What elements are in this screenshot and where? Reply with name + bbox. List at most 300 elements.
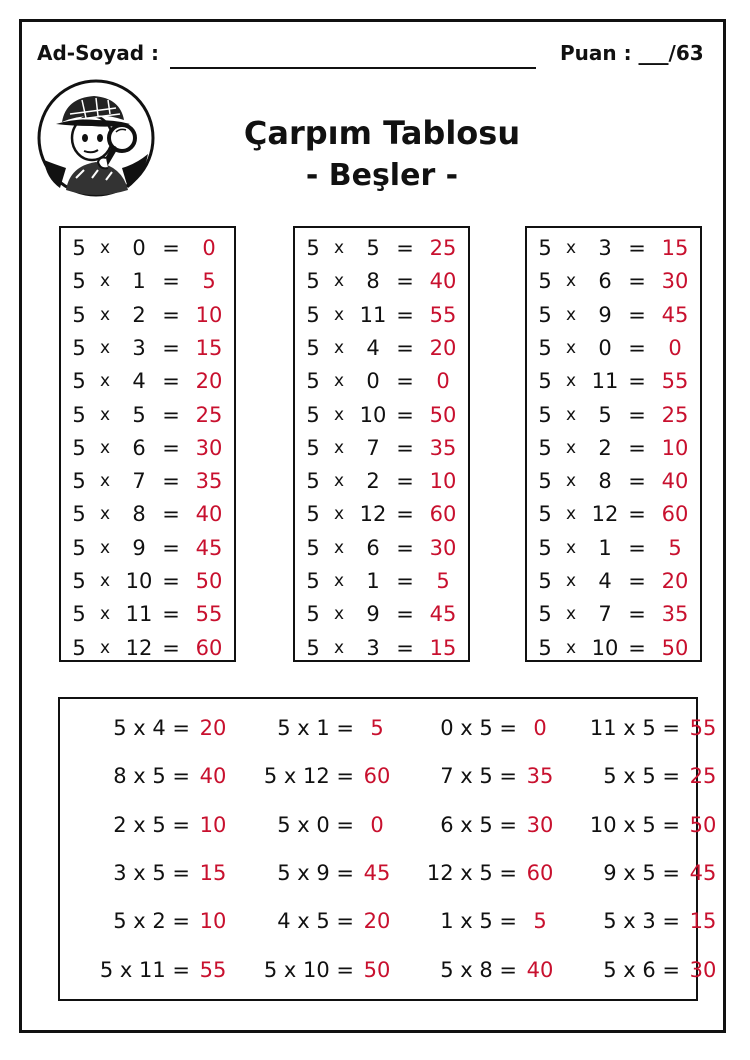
table-row — [295, 266, 468, 296]
practice-item — [377, 906, 565, 936]
practice-item — [50, 858, 238, 888]
times-table-3 — [525, 226, 702, 662]
times-sign: x — [333, 471, 345, 492]
practice-item — [377, 858, 565, 888]
factor-a: 5 — [538, 535, 552, 560]
practice-result[interactable]: 10 — [199, 812, 227, 837]
factor-b: 8 — [598, 469, 612, 494]
practice-equation: 8 x 5 = — [113, 764, 190, 789]
times-sign: x — [565, 504, 577, 525]
equals-sign: = — [396, 535, 414, 560]
detective-boy-logo — [36, 78, 156, 198]
result-value[interactable]: 15 — [661, 236, 689, 260]
table-row — [61, 333, 234, 363]
result-value[interactable]: 60 — [195, 635, 223, 660]
practice-item — [50, 810, 238, 840]
factor-b: 2 — [598, 435, 612, 460]
page-subtitle: - Beşler - — [305, 158, 459, 193]
practice-equation: 5 x 3 = — [603, 909, 680, 934]
table-row — [61, 433, 234, 463]
factor-b: 2 — [132, 302, 146, 327]
times-sign: x — [99, 337, 111, 358]
practice-result[interactable]: 50 — [689, 812, 717, 837]
practice-item — [540, 761, 728, 791]
times-sign: x — [99, 471, 111, 492]
factor-b: 12 — [359, 502, 387, 527]
factor-b: 6 — [132, 435, 146, 460]
factor-a: 5 — [72, 635, 86, 660]
factor-b: 2 — [366, 469, 380, 494]
practice-item — [540, 713, 728, 743]
practice-item — [214, 858, 402, 888]
factor-a: 5 — [306, 302, 320, 327]
equals-sign: = — [396, 435, 414, 460]
result-value[interactable]: 55 — [429, 302, 457, 327]
practice-box — [58, 697, 717, 1001]
times-sign: x — [565, 404, 577, 425]
equals-sign: = — [396, 335, 414, 360]
practice-equation: 5 x 1 = — [277, 716, 354, 740]
table-row — [295, 300, 468, 330]
times-sign: x — [565, 471, 577, 492]
table-row — [61, 633, 234, 663]
table-row — [295, 466, 468, 496]
equals-sign: = — [628, 635, 646, 660]
practice-equation: 5 x 12 = — [263, 764, 354, 789]
factor-b: 11 — [591, 369, 619, 394]
practice-result[interactable]: 15 — [199, 860, 227, 885]
result-value[interactable]: 40 — [429, 269, 457, 294]
factor-b: 3 — [598, 236, 612, 260]
equals-sign: = — [628, 369, 646, 394]
times-sign: x — [333, 604, 345, 625]
practice-item — [214, 906, 402, 936]
equals-sign: = — [396, 269, 414, 294]
practice-result[interactable]: 45 — [689, 860, 717, 885]
table-row — [295, 533, 468, 563]
practice-equation: 5 x 6 = — [603, 957, 680, 982]
result-value[interactable]: 45 — [429, 602, 457, 627]
result-value[interactable]: 10 — [661, 435, 689, 460]
result-value[interactable]: 0 — [436, 369, 450, 394]
times-sign: x — [333, 637, 345, 658]
times-sign: x — [99, 371, 111, 392]
table-row — [527, 633, 700, 663]
factor-a: 5 — [538, 402, 552, 427]
factor-b: 5 — [366, 236, 380, 260]
result-value[interactable]: 60 — [429, 502, 457, 527]
practice-result[interactable]: 35 — [526, 764, 554, 789]
table-row — [527, 333, 700, 363]
times-sign: x — [565, 604, 577, 625]
factor-a: 5 — [72, 335, 86, 360]
factor-b: 4 — [132, 369, 146, 394]
times-sign: x — [333, 271, 345, 292]
factor-b: 11 — [359, 302, 387, 327]
practice-equation: 6 x 5 = — [440, 812, 517, 837]
factor-a: 5 — [538, 335, 552, 360]
score-label: Puan : ___/63 — [560, 41, 704, 65]
factor-b: 6 — [366, 535, 380, 560]
times-sign: x — [333, 537, 345, 558]
practice-result[interactable]: 15 — [689, 909, 717, 934]
page-title: Çarpım Tablosu — [243, 114, 521, 152]
name-field[interactable] — [170, 67, 536, 69]
factor-b: 6 — [598, 269, 612, 294]
factor-a: 5 — [306, 435, 320, 460]
factor-b: 0 — [598, 335, 612, 360]
equals-sign: = — [628, 402, 646, 427]
factor-b: 5 — [598, 402, 612, 427]
result-value[interactable]: 40 — [661, 469, 689, 494]
practice-item — [214, 713, 402, 743]
factor-a: 5 — [306, 535, 320, 560]
result-value[interactable]: 5 — [202, 269, 216, 294]
table-row — [61, 566, 234, 596]
practice-result[interactable]: 0 — [533, 716, 547, 740]
table-row — [527, 499, 700, 529]
practice-result[interactable]: 55 — [199, 957, 227, 982]
practice-item — [540, 955, 728, 985]
practice-item — [214, 761, 402, 791]
times-sign: x — [99, 437, 111, 458]
practice-equation: 5 x 10 = — [263, 957, 354, 982]
practice-item — [377, 761, 565, 791]
equals-sign: = — [396, 602, 414, 627]
practice-result[interactable]: 40 — [199, 764, 227, 789]
result-value[interactable]: 55 — [661, 369, 689, 394]
practice-result[interactable]: 55 — [689, 716, 717, 740]
equals-sign: = — [162, 602, 180, 627]
equals-sign: = — [162, 302, 180, 327]
equals-sign: = — [162, 335, 180, 360]
equals-sign: = — [628, 335, 646, 360]
factor-a: 5 — [538, 602, 552, 627]
table-row — [527, 400, 700, 430]
practice-item — [50, 955, 238, 985]
times-sign: x — [99, 637, 111, 658]
factor-a: 5 — [72, 269, 86, 294]
result-value[interactable]: 60 — [661, 502, 689, 527]
equals-sign: = — [162, 502, 180, 527]
times-sign: x — [99, 304, 111, 325]
result-value[interactable]: 20 — [429, 335, 457, 360]
practice-equation: 5 x 5 = — [603, 764, 680, 789]
table-row — [295, 633, 468, 663]
times-sign: x — [565, 337, 577, 358]
practice-equation: 5 x 2 = — [113, 909, 190, 934]
practice-result[interactable]: 20 — [199, 716, 227, 740]
equals-sign: = — [628, 535, 646, 560]
table-row — [61, 400, 234, 430]
factor-a: 5 — [306, 402, 320, 427]
practice-result[interactable]: 60 — [363, 764, 391, 789]
practice-item — [50, 713, 238, 743]
factor-a: 5 — [72, 502, 86, 527]
factor-b: 9 — [366, 602, 380, 627]
equals-sign: = — [396, 302, 414, 327]
practice-equation: 3 x 5 = — [113, 860, 190, 885]
factor-b: 0 — [132, 236, 146, 260]
practice-item — [50, 906, 238, 936]
result-value[interactable]: 25 — [195, 402, 223, 427]
factor-a: 5 — [538, 569, 552, 593]
result-value[interactable]: 35 — [195, 469, 223, 494]
practice-equation: 5 x 9 = — [277, 860, 354, 885]
result-value[interactable]: 20 — [661, 569, 689, 593]
factor-b: 9 — [598, 302, 612, 327]
factor-a: 5 — [72, 569, 86, 593]
table-row — [527, 466, 700, 496]
factor-b: 3 — [366, 635, 380, 660]
equals-sign: = — [628, 302, 646, 327]
equals-sign: = — [628, 236, 646, 260]
factor-b: 8 — [132, 502, 146, 527]
practice-item — [540, 906, 728, 936]
times-sign: x — [99, 537, 111, 558]
result-value[interactable]: 25 — [661, 402, 689, 427]
table-row — [295, 400, 468, 430]
factor-a: 5 — [538, 435, 552, 460]
practice-equation: 0 x 5 = — [440, 716, 517, 740]
result-value[interactable]: 5 — [436, 569, 450, 593]
equals-sign: = — [628, 502, 646, 527]
equals-sign: = — [162, 435, 180, 460]
practice-item — [377, 713, 565, 743]
table-row — [61, 466, 234, 496]
factor-b: 5 — [132, 402, 146, 427]
result-value[interactable]: 0 — [202, 236, 216, 260]
result-value[interactable]: 20 — [195, 369, 223, 394]
practice-item — [377, 810, 565, 840]
times-sign: x — [565, 537, 577, 558]
times-table-1 — [59, 226, 236, 662]
factor-b: 7 — [132, 469, 146, 494]
times-sign: x — [565, 571, 577, 591]
factor-a: 5 — [306, 569, 320, 593]
practice-result[interactable]: 30 — [689, 957, 717, 982]
result-value[interactable]: 30 — [429, 535, 457, 560]
result-value[interactable]: 50 — [429, 402, 457, 427]
practice-result[interactable]: 60 — [526, 860, 554, 885]
factor-a: 5 — [72, 236, 86, 260]
practice-equation: 2 x 5 = — [113, 812, 190, 837]
result-value[interactable]: 10 — [195, 302, 223, 327]
result-value[interactable]: 10 — [429, 469, 457, 494]
table-row — [61, 499, 234, 529]
times-table-2 — [293, 226, 470, 662]
factor-a: 5 — [306, 236, 320, 260]
table-row — [527, 233, 700, 263]
factor-b: 7 — [598, 602, 612, 627]
equals-sign: = — [396, 635, 414, 660]
factor-a: 5 — [306, 469, 320, 494]
practice-equation: 1 x 5 = — [440, 909, 517, 934]
practice-equation: 5 x 8 = — [440, 957, 517, 982]
practice-result[interactable]: 40 — [526, 957, 554, 982]
factor-a: 5 — [538, 269, 552, 294]
equals-sign: = — [396, 402, 414, 427]
times-sign: x — [333, 371, 345, 392]
practice-result[interactable]: 50 — [363, 957, 391, 982]
result-value[interactable]: 35 — [429, 435, 457, 460]
table-row — [61, 599, 234, 629]
times-sign: x — [333, 571, 345, 591]
times-sign: x — [565, 371, 577, 392]
factor-b: 12 — [591, 502, 619, 527]
factor-a: 5 — [306, 369, 320, 394]
practice-result[interactable]: 30 — [526, 812, 554, 837]
practice-equation: 7 x 5 = — [440, 764, 517, 789]
result-value[interactable]: 15 — [195, 335, 223, 360]
result-value[interactable]: 30 — [195, 435, 223, 460]
table-row — [527, 266, 700, 296]
practice-result[interactable]: 45 — [363, 860, 391, 885]
result-value[interactable]: 50 — [195, 569, 223, 593]
table-row — [295, 566, 468, 596]
equals-sign: = — [628, 469, 646, 494]
factor-a: 5 — [538, 502, 552, 527]
equals-sign: = — [162, 369, 180, 394]
result-value[interactable]: 0 — [668, 335, 682, 360]
factor-b: 1 — [598, 535, 612, 560]
table-row — [61, 233, 234, 263]
times-sign: x — [99, 571, 111, 591]
result-value[interactable]: 30 — [661, 269, 689, 294]
factor-b: 7 — [366, 435, 380, 460]
factor-a: 5 — [538, 369, 552, 394]
practice-item — [214, 955, 402, 985]
times-sign: x — [333, 504, 345, 525]
times-sign: x — [99, 271, 111, 292]
factor-b: 4 — [598, 569, 612, 593]
equals-sign: = — [162, 469, 180, 494]
practice-item — [214, 810, 402, 840]
equals-sign: = — [628, 435, 646, 460]
table-row — [527, 433, 700, 463]
result-value[interactable]: 25 — [429, 236, 457, 260]
times-sign: x — [333, 404, 345, 425]
equals-sign: = — [628, 269, 646, 294]
factor-a: 5 — [72, 369, 86, 394]
factor-a: 5 — [72, 302, 86, 327]
times-sign: x — [99, 504, 111, 525]
table-row — [61, 533, 234, 563]
equals-sign: = — [628, 569, 646, 593]
factor-a: 5 — [72, 535, 86, 560]
table-row — [295, 366, 468, 396]
factor-b: 0 — [366, 369, 380, 394]
times-sign: x — [565, 304, 577, 325]
factor-b: 10 — [591, 635, 619, 660]
factor-b: 8 — [366, 269, 380, 294]
factor-a: 5 — [72, 402, 86, 427]
table-row — [527, 533, 700, 563]
table-row — [527, 566, 700, 596]
practice-result[interactable]: 5 — [533, 909, 547, 934]
factor-b: 1 — [132, 269, 146, 294]
factor-a: 5 — [306, 635, 320, 660]
equals-sign: = — [396, 469, 414, 494]
times-sign: x — [333, 437, 345, 458]
equals-sign: = — [396, 569, 414, 593]
factor-a: 5 — [306, 502, 320, 527]
table-row — [295, 433, 468, 463]
practice-item — [50, 761, 238, 791]
equals-sign: = — [162, 402, 180, 427]
factor-b: 4 — [366, 335, 380, 360]
times-sign: x — [333, 238, 345, 258]
factor-a: 5 — [306, 269, 320, 294]
table-row — [295, 233, 468, 263]
factor-b: 10 — [125, 569, 153, 593]
result-value[interactable]: 5 — [668, 535, 682, 560]
equals-sign: = — [162, 535, 180, 560]
equals-sign: = — [162, 236, 180, 260]
equals-sign: = — [162, 269, 180, 294]
result-value[interactable]: 50 — [661, 635, 689, 660]
factor-a: 5 — [538, 236, 552, 260]
result-value[interactable]: 35 — [661, 602, 689, 627]
table-row — [527, 599, 700, 629]
practice-result[interactable]: 5 — [370, 716, 384, 740]
practice-equation: 5 x 11 = — [99, 957, 190, 982]
result-value[interactable]: 40 — [195, 502, 223, 527]
factor-b: 10 — [359, 402, 387, 427]
times-sign: x — [565, 238, 577, 258]
practice-result[interactable]: 0 — [370, 812, 384, 837]
equals-sign: = — [162, 635, 180, 660]
times-sign: x — [333, 337, 345, 358]
equals-sign: = — [396, 236, 414, 260]
practice-equation: 11 x 5 = — [589, 716, 680, 740]
practice-equation: 5 x 4 = — [113, 716, 190, 740]
factor-a: 5 — [538, 302, 552, 327]
practice-result[interactable]: 20 — [363, 909, 391, 934]
practice-equation: 4 x 5 = — [277, 909, 354, 934]
factor-b: 12 — [125, 635, 153, 660]
result-value[interactable]: 45 — [195, 535, 223, 560]
practice-result[interactable]: 10 — [199, 909, 227, 934]
name-label: Ad-Soyad : — [37, 41, 160, 65]
practice-item — [540, 858, 728, 888]
table-row — [295, 599, 468, 629]
result-value[interactable]: 15 — [429, 635, 457, 660]
factor-a: 5 — [538, 469, 552, 494]
table-row — [527, 366, 700, 396]
result-value[interactable]: 55 — [195, 602, 223, 627]
practice-equation: 5 x 0 = — [277, 812, 354, 837]
times-sign: x — [565, 437, 577, 458]
times-sign: x — [99, 404, 111, 425]
factor-b: 3 — [132, 335, 146, 360]
practice-item — [540, 810, 728, 840]
equals-sign: = — [396, 502, 414, 527]
table-row — [295, 499, 468, 529]
table-row — [61, 300, 234, 330]
table-row — [61, 266, 234, 296]
practice-equation: 12 x 5 = — [426, 860, 517, 885]
result-value[interactable]: 45 — [661, 302, 689, 327]
factor-a: 5 — [72, 469, 86, 494]
factor-a: 5 — [306, 602, 320, 627]
equals-sign: = — [628, 602, 646, 627]
practice-result[interactable]: 25 — [689, 764, 717, 789]
times-sign: x — [99, 238, 111, 258]
factor-a: 5 — [538, 635, 552, 660]
times-sign: x — [565, 271, 577, 292]
times-sign: x — [565, 637, 577, 658]
